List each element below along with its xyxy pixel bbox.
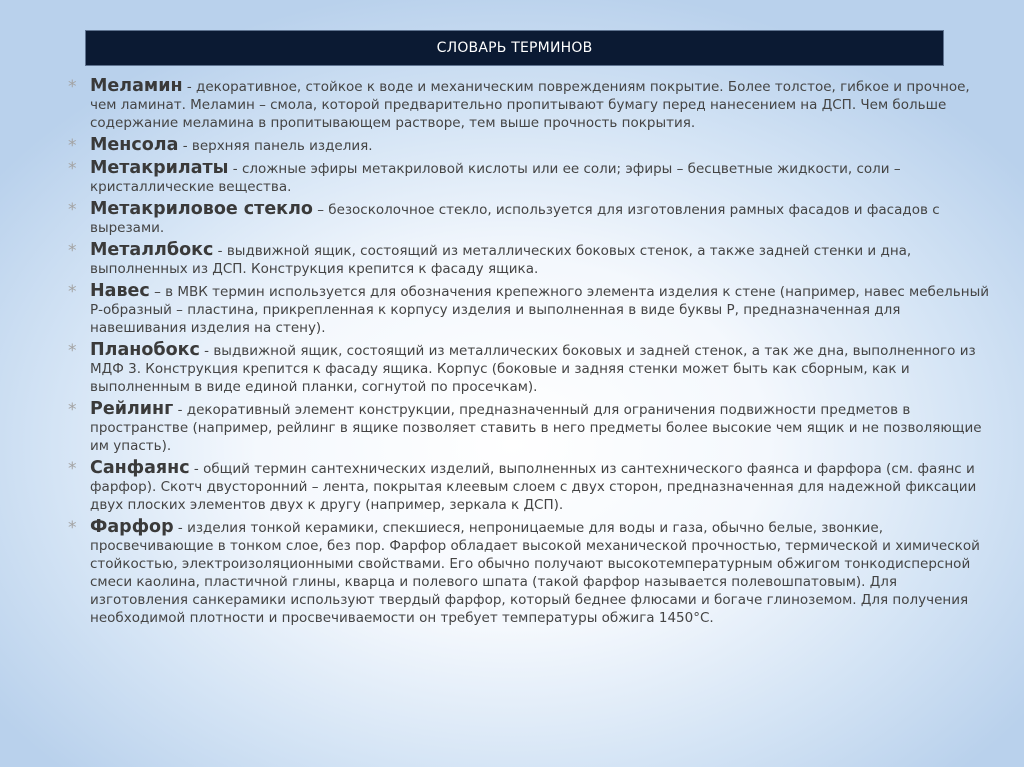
term-item-metakrilaty	[68, 159, 992, 196]
term-word: Фарфор	[90, 517, 174, 537]
term-word: Рейлинг	[90, 399, 174, 419]
term-definition: - общий термин сантехнических изделий, выполненных из сантехнического фаянса и фарфора (см. фаянс и фарфор). Скотч двусторонний – лента, покрытая клеевым слоем с двух сторон, предназначенная для надежной фиксации двух плоских элементов двух к другу (например, зеркала к ДСП).	[90, 461, 977, 513]
asterisk-bullet-icon: *	[68, 282, 77, 302]
page-title: СЛОВАРЬ ТЕРМИНОВ	[436, 40, 593, 56]
asterisk-bullet-icon: *	[68, 459, 77, 479]
term-definition: - декоративное, стойкое к воде и механическим повреждениям покрытие. Более толстое, гибкое и прочное, чем ламинат. Меламин – смола, которой предварительно пропитывают бумагу перед нанесением на ДСП. Чем больше содержание меламина в пропитывающем растворе, тем выше прочность покрытия.	[90, 79, 970, 131]
term-word: Планобокс	[90, 340, 200, 360]
asterisk-bullet-icon: *	[68, 518, 77, 538]
asterisk-bullet-icon: *	[68, 241, 77, 261]
term-item-melamin	[68, 77, 992, 132]
term-word: Навес	[90, 281, 150, 301]
term-definition: - выдвижной ящик, состоящий из металлических боковых стенок, а также задней стенки и дна, выполненных из ДСП. Конструкция крепится к фасаду ящика.	[90, 243, 912, 277]
term-word: Меламин	[90, 76, 183, 96]
asterisk-bullet-icon: *	[68, 136, 77, 156]
terms-list	[68, 77, 992, 631]
title-bar	[85, 30, 944, 66]
term-definition: - декоративный элемент конструкции, предназначенный для ограничения подвижности предметов в пространстве (например, рейлинг в ящике позволяет ставить в него предметы более высокие чем ящик и не позволяющие им упасть).	[90, 402, 982, 454]
asterisk-bullet-icon: *	[68, 77, 77, 97]
term-item-metakrilovoe-steklo	[68, 200, 992, 237]
term-item-farfor	[68, 518, 992, 627]
asterisk-bullet-icon: *	[68, 200, 77, 220]
asterisk-bullet-icon: *	[68, 341, 77, 361]
term-definition: - верхняя панель изделия.	[178, 138, 373, 154]
term-definition: - изделия тонкой керамики, спекшиеся, непроницаемые для воды и газа, обычно белые, звонкие, просвечивающие в тонком слое, без пор. Фарфор обладает высокой механической прочностью, термической и химической стойкостью, электроизоляционными свойствами. Его обычно получают высокотемпературным обжигом тонкодисперсной смеси каолина, пластичной глины, кварца и полевого шпата (такой фарфор называется полевошпатовым). Для изготовления санкерамики используют твердый фарфор, который беднее флюсами и богаче глиноземом. Для получения необходимой плотности и просвечиваемости он требует температуры обжига 1450°С.	[90, 520, 980, 626]
term-word: Металлбокс	[90, 240, 214, 260]
term-item-naves	[68, 282, 992, 337]
asterisk-bullet-icon: *	[68, 400, 77, 420]
term-item-planoboks	[68, 341, 992, 396]
term-item-mensola	[68, 136, 992, 155]
term-item-metallboks	[68, 241, 992, 278]
asterisk-bullet-icon: *	[68, 159, 77, 179]
term-word: Метакриловое стекло	[90, 199, 313, 219]
term-definition: - выдвижной ящик, состоящий из металлических боковых и задней стенок, а так же дна, выполненного из МДФ 3. Конструкция крепится к фасаду ящика. Корпус (боковые и задняя стенки может быть как сборным, как и выполненным в виде единой планки, согнутой по просечкам).	[90, 343, 976, 395]
term-item-sanfayans	[68, 459, 992, 514]
term-definition: – безосколочное стекло, используется для изготовления рамных фасадов и фасадов с вырезами.	[90, 202, 940, 236]
term-definition: – в МВК термин используется для обозначения крепежного элемента изделия к стене (например, навес мебельный Р-образный – пластина, прикрепленная к корпусу изделия и выполненная в виде буквы Р, предназначенная для навешивания изделия на стену).	[90, 284, 990, 336]
term-word: Санфаянс	[90, 458, 190, 478]
term-item-reiling	[68, 400, 992, 455]
term-word: Менсола	[90, 135, 179, 155]
term-word: Метакрилаты	[90, 158, 229, 178]
term-definition: - сложные эфиры метакриловой кислоты или ее соли; эфиры – бесцветные жидкости, соли – кристаллические вещества.	[90, 161, 901, 195]
